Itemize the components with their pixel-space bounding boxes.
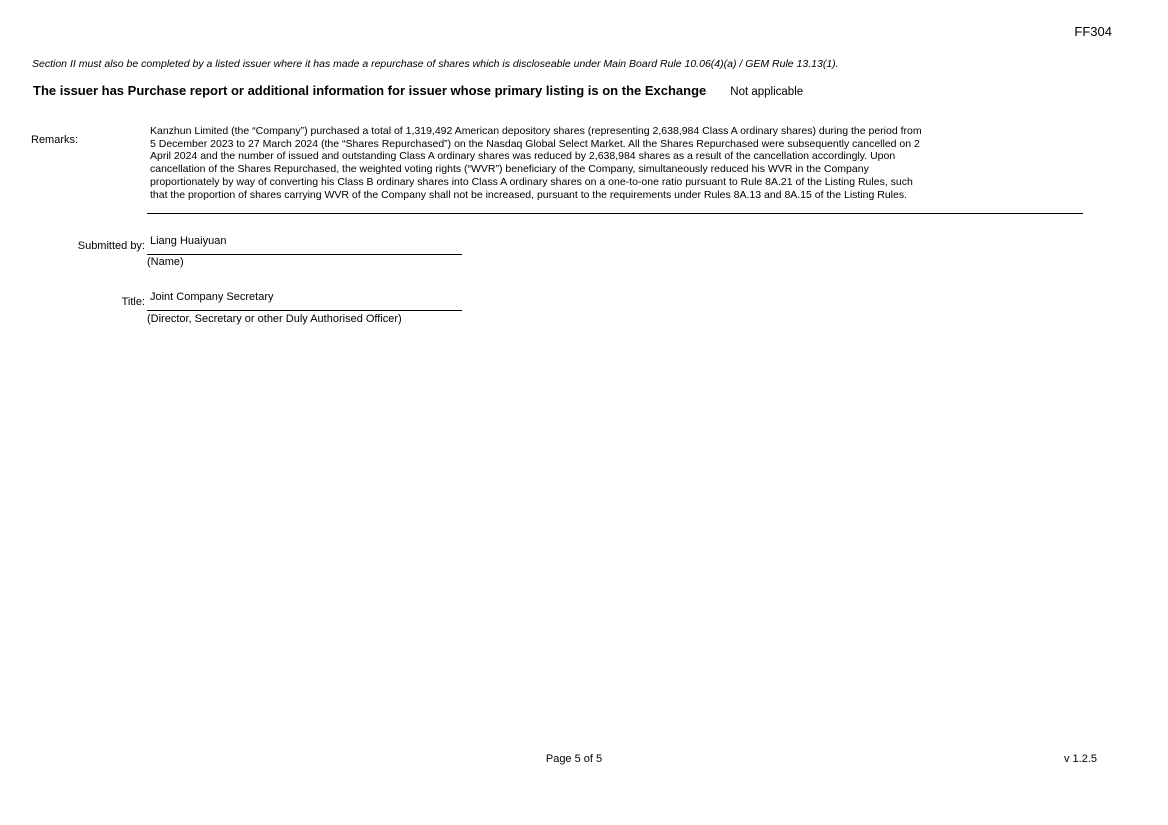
remarks-line: cancellation of the Shares Repurchased, the weighted voting rights (“WVR”) beneficiary of the Company, simultaneously reduced his WVR in the Company <box>150 163 869 176</box>
remarks-line: Kanzhun Limited (the “Company”) purchased a total of 1,319,492 American depository shares (representing 2,638,984 Class A ordinary shares) during the period from <box>150 125 922 137</box>
section-note: Section II must also be completed by a listed issuer where it has made a repurchase of shares which is discloseable under Main Board Rule 10.06(4)(a) / GEM Rule 13.13(1). <box>32 58 839 70</box>
submitted-by-name: Liang Huaiyuan <box>150 235 227 247</box>
title-caption: (Director, Secretary or other Duly Authorised Officer) <box>147 313 402 325</box>
submitted-by-underline <box>147 254 462 255</box>
remarks-underline <box>147 213 1083 214</box>
issuer-status-row <box>33 82 803 100</box>
remarks-label: Remarks: <box>31 134 79 146</box>
title-value: Joint Company Secretary <box>150 291 274 303</box>
name-caption: (Name) <box>147 256 184 268</box>
remarks-line: proportionately by way of converting his Class B ordinary shares into Class A ordinary shares on a one-to-one ratio pursuant to Rule 8A.21 of the Listing Rules, such <box>150 175 913 188</box>
remarks-text <box>150 125 1074 201</box>
form-code: FF304 <box>1074 24 1112 39</box>
remarks-line: 5 December 2023 to 27 March 2024 (the “Shares Repurchased”) on the Nasdaq Global Select Market. All the Shares Repurchased were subsequently cancelled on 2 <box>150 137 920 150</box>
remarks-line: April 2024 and the number of issued and outstanding Class A ordinary shares was reduced by 2,638,984 shares as a result of the cancellation accordingly. Upon <box>150 150 896 163</box>
remarks-line: that the proportion of shares carrying WVR of the Company shall not be increased, pursuant to the requirements under Rules 8A.13 and 8A.15 of the Listing Rules. <box>150 188 908 201</box>
issuer-status-value: Not applicable <box>730 86 804 98</box>
page-number: Page 5 of 5 <box>545 753 603 765</box>
submitted-by-label: Submitted by: <box>77 240 145 252</box>
title-label: Title: <box>121 296 145 308</box>
issuer-status-heading: The issuer has Purchase report or additional information for issuer whose primary listing is on the Exchange <box>33 83 707 98</box>
title-underline <box>147 310 462 311</box>
version-label: v 1.2.5 <box>1063 753 1097 765</box>
